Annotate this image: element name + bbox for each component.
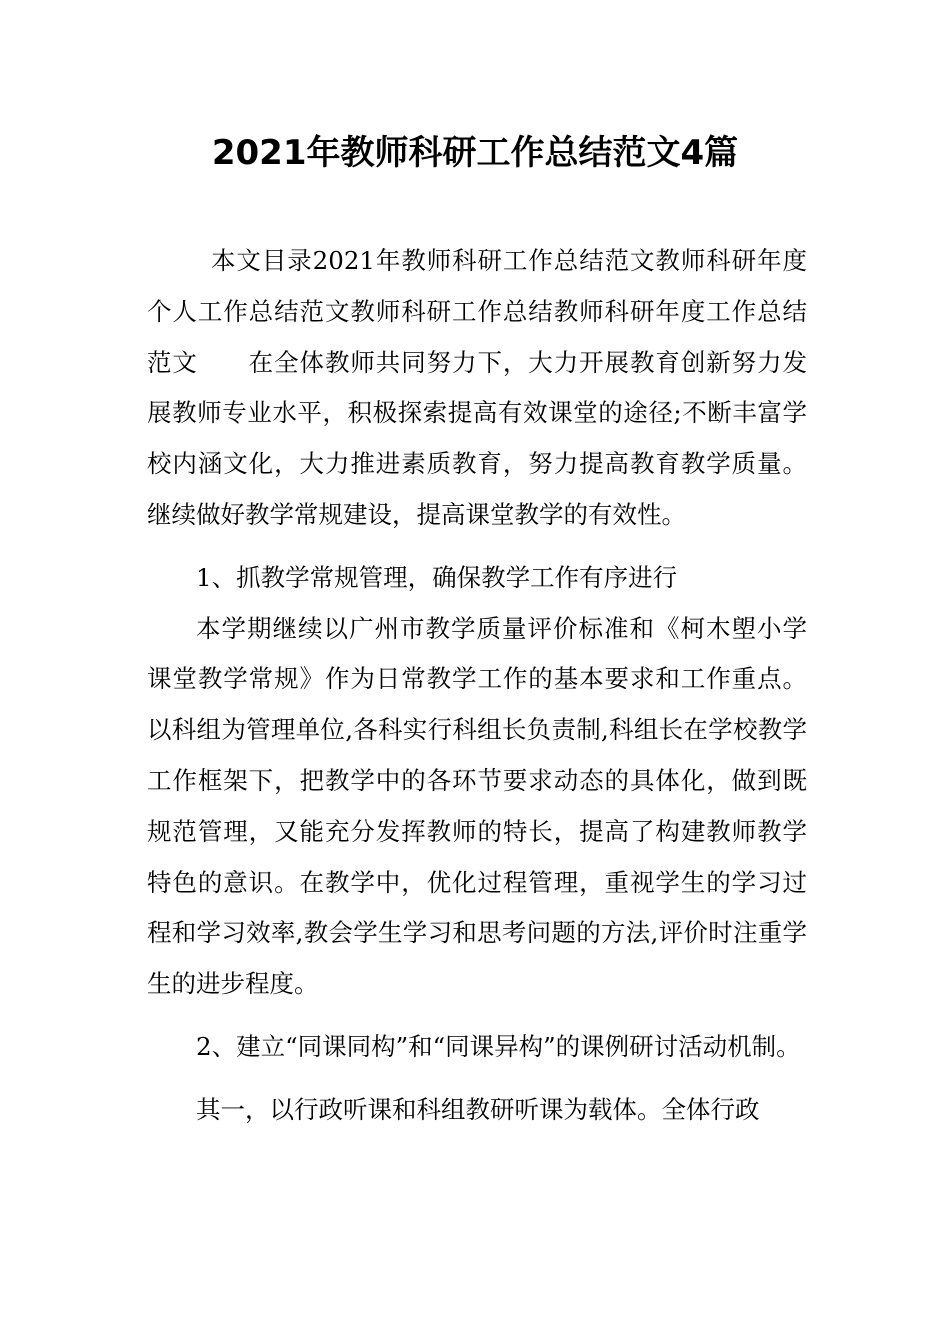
paragraph-section-1-body: 本学期继续以广州市教学质量评价标准和《柯木塱小学课堂教学常规》作为日常教学工作的基本要求和工作重点。以科组为管理单位,各科实行科组长负责制,科组长在学校教学工作框架下，把教学中的各环节要求动态的具体化，做到既规范管理，又能充分发挥教师的特长，提高了构建教师教学特色的意识。在教学中，优化过程管理，重视学生的学习过程和学习效率,教会学生学习和思考问题的方法,评价时注重学生的进步程度。 bbox=[147, 613, 807, 999]
paragraph-section-1-heading: 1、抓教学常规管理，确保教学工作有序进行 bbox=[196, 562, 678, 592]
paragraph-intro: 本文目录2021年教师科研工作总结范文教师科研年度个人工作总结范文教师科研工作总结教师科研年度工作总结范文 在全体教师共同努力下，大力开展教育创新努力发展教师专业水平，积极探索提高有效课堂的途径;不断丰富学校内涵文化，大力推进素质教育，努力提高教育教学质量。继续做好教学常规建设，提高课堂教学的有效性。 bbox=[147, 246, 807, 529]
paragraph-section-2-heading: 2、建立“同课同构”和“同课异构”的课例研讨活动机制。 bbox=[196, 1031, 801, 1061]
document-body bbox=[147, 236, 807, 1136]
paragraph-section-2-body: 其一，以行政听课和科组教研听课为载体。全体行政 bbox=[196, 1094, 760, 1124]
document-title: 2021年教师科研工作总结范文4篇 bbox=[211, 133, 739, 173]
